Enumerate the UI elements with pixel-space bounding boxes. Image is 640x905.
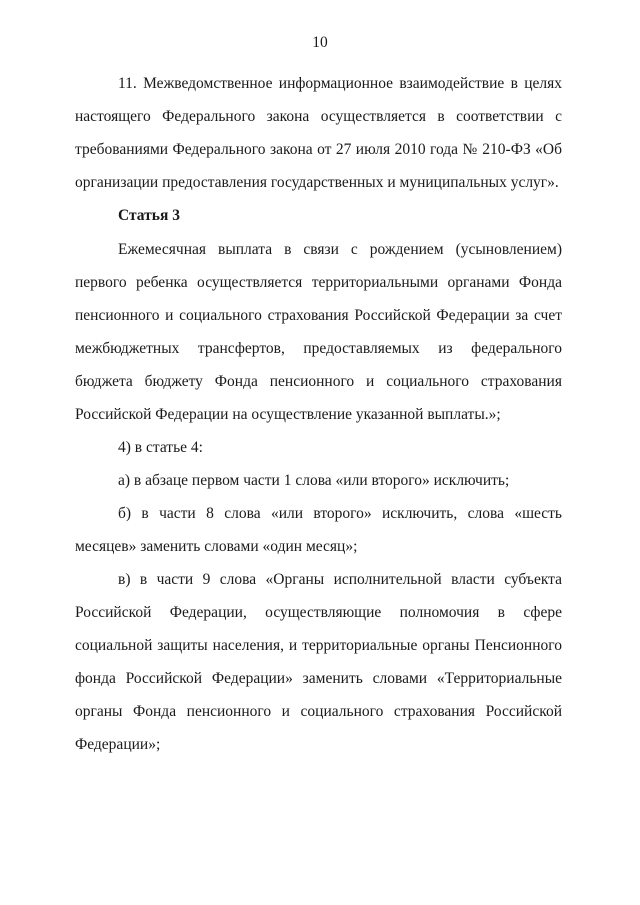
paragraph-item-4: 4) в статье 4:: [118, 439, 203, 456]
paragraph-subitem-b: б) в части 8 слова «или второго» исключить, слова «шесть месяцев» заменить словами «один месяц»;: [75, 505, 562, 555]
paragraph-subitem-v: в) в части 9 слова «Органы исполнительной власти субъекта Российской Федерации, осуществляющие полномочия в сфере социальной защиты населения, и территориальные органы Пенсионного фонда Российской Федерации» заменить словами «Территориальные органы Фонда пенсионного и социального страхования Российской Федерации»;: [75, 571, 562, 753]
paragraph-article-3-text: Ежемесячная выплата в связи с рождением (усыновлением) первого ребенка осуществляется территориальными органами Фонда пенсионного и социального страхования Российской Федерации за счет межбюджетных трансфертов, предоставляемых из федерального бюджета бюджету Фонда пенсионного и социального страхования Российской Федерации на осуществление указанной выплаты.»;: [75, 241, 562, 423]
document-body: [75, 67, 562, 761]
paragraph-clause-11: 11. Межведомственное информационное взаимодействие в целях настоящего Федерального закона осуществляется в соответствии с требованиями Федерального закона от 27 июля 2010 года № 210-ФЗ «Об организации предоставления государственных и муниципальных услуг».: [75, 75, 562, 191]
page-number: 10: [312, 34, 328, 51]
paragraph-subitem-a: а) в абзаце первом части 1 слова «или второго» исключить;: [118, 472, 510, 489]
article-heading: Статья 3: [118, 207, 180, 224]
